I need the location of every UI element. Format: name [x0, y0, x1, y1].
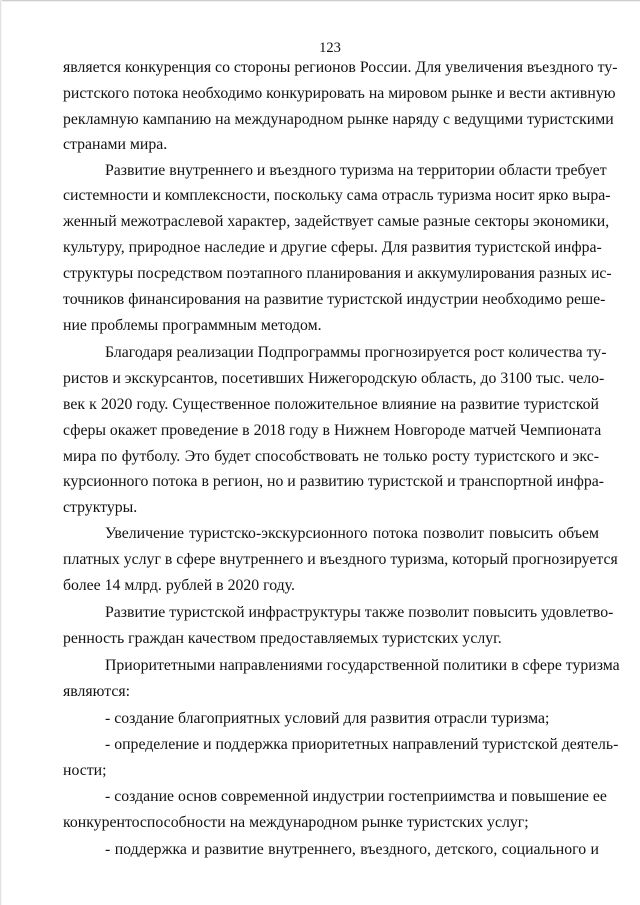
text-line: конкурентоспособности на международном рынке туристских услуг; [63, 814, 529, 831]
list-item: - определение и поддержка приоритетных направлений туристской деятель- [105, 736, 619, 753]
list-item: - поддержка и развитие внутреннего, въездного, детского, социального и [105, 841, 599, 858]
text-line: структуры посредством поэтапного планирования и аккумулирования разных ис- [63, 265, 612, 282]
text-line: системности и комплексности, поскольку сама отрасль туризма носит ярко выра- [63, 187, 611, 204]
text-line: является конкуренция со стороны регионов России. Для увеличения въездного ту- [63, 59, 618, 76]
list-item: - создание основ современной индустрии гостеприимства и повышение ее [105, 788, 607, 805]
text-line: ренность граждан качеством предоставляемых туристских услуг. [63, 630, 502, 647]
text-line: курсионного потока в регион, но и развитию туристской и транспортной инфра- [63, 473, 604, 490]
text-line: сферы окажет проведение в 2018 году в Нижнем Новгороде матчей Чемпионата [63, 422, 602, 439]
text-line: точников финансирования на развитие туристской индустрии необходимо реше- [63, 291, 606, 308]
text-line: ние проблемы программным методом. [63, 317, 322, 334]
page-number: 123 [319, 40, 341, 56]
text-line: ристского потока необходимо конкурировать на мировом рынке и вести активную [63, 85, 616, 102]
text-line: рекламную кампанию на международном рынке наряду с ведущими туристскими [63, 111, 614, 128]
list-item: - создание благоприятных условий для развития отрасли туризма; [105, 710, 550, 727]
text-line: ности; [63, 762, 107, 779]
text-line: Благодаря реализации Подпрограммы прогнозируется рост количества ту- [105, 344, 607, 361]
text-line: культуру, природное наследие и другие сферы. Для развития туристской инфра- [63, 239, 602, 256]
text-line: женный межотраслевой характер, задействует самые разные секторы экономики, [63, 213, 610, 230]
text-line: мира по футболу. Это будет способствовать не только росту туристского и экс- [63, 448, 599, 465]
text-line: ристов и экскурсантов, посетивших Нижегородскую область, до 3100 тыс. чело- [63, 370, 605, 387]
text-line: более 14 млрд. рублей в 2020 году. [63, 577, 295, 594]
text-line: Развитие туристской инфраструктуры также позволит повысить удовлетво- [105, 604, 614, 621]
text-line: платных услуг в сфере внутреннего и въездного туризма, который прогнозируется [63, 551, 618, 568]
text-line: являются: [63, 683, 131, 700]
text-line: Увеличение туристско-экскурсионного потока позволит повысить объем [105, 525, 599, 542]
text-line: век к 2020 году. Существенное положительное влияние на развитие туристской [63, 396, 599, 413]
text-line: структуры. [63, 499, 138, 516]
text-line: Приоритетными направлениями государственной политики в сфере туризма [105, 657, 620, 674]
text-line: странами мира. [63, 136, 168, 153]
text-line: Развитие внутреннего и въездного туризма на территории области требует [105, 162, 607, 179]
